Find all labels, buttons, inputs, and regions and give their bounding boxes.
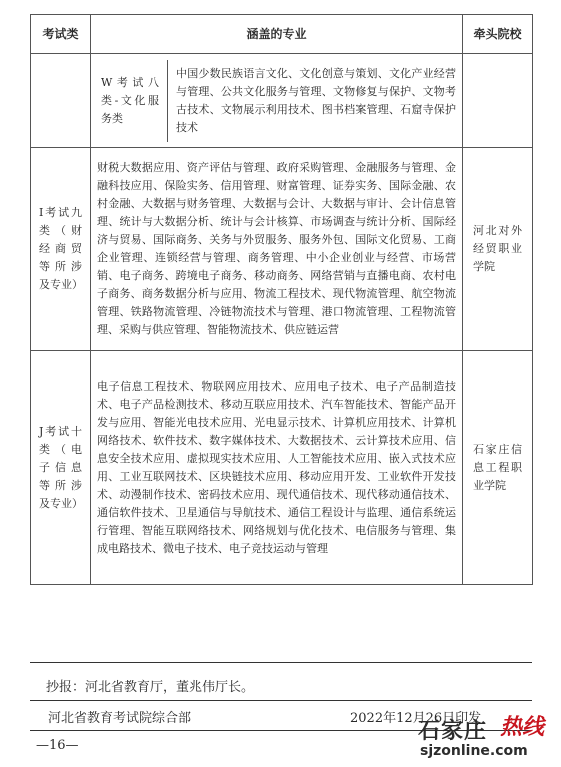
subjects-i: 财税大数据应用、资产评估与管理、政府采购管理、金融服务与管理、金融科技应用、保险实务、信用管理、财富管理、证券实务、国际金融、农村金融、大数据与财务管理、大数据与会计、大数据与审计、会计信息管理、统计与大数据分析、统计与会计核算、市场调查与统计分析、国际经济与贸易、国际商务、关务与外贸服务、服务外包、国际文化贸易、工商企业管理、连锁经营与管理、商务管理、中小企业创业与经营、市场营销、电子商务、跨境电子商务、移动商务、网络营销与直播电商、农村电子商务、商务数据分析与应用、物流工程技术、现代物流管理、航空物流管理、铁路物流管理、冷链物流技术与管理、港口物流管理、工程物流管理、采购与供应管理、智能物流技术、供应链运营: [91, 148, 463, 351]
footer-divider-top: [30, 662, 532, 663]
cc-line: 抄报：河北省教育厅，董兆伟厅长。: [46, 680, 255, 695]
school-j: 石家庄信息工程职业学院: [463, 351, 533, 585]
majors-table: [30, 14, 533, 585]
issuer-name: 河北省教育考试院综合部: [48, 711, 192, 726]
school-i: 河北对外经贸职业学院: [463, 148, 533, 351]
school-w: [463, 54, 533, 148]
watermark-site-name: 石家庄: [418, 719, 488, 744]
category-i: I考试九类（财经商贸等所涉及专业）: [31, 148, 91, 351]
watermark-logo: [418, 714, 561, 767]
subjects-j: 电子信息工程技术、物联网应用技术、应用电子技术、电子产品制造技术、电子产品检测技术、移动互联应用技术、汽车智能技术、智能产品开发与应用、智能光电技术应用、光电显示技术、计算机应用技术、计算机网络技术、软件技术、数字媒体技术、大数据技术、云计算技术应用、信息安全技术应用、虚拟现实技术应用、人工智能技术应用、嵌入式技术应用、工业互联网技术、区块链技术应用、移动应用开发、工业软件开发技术、动漫制作技术、密码技术应用、现代通信技术、现代移动通信技术、通信软件技术、卫星通信与导航技术、通信工程设计与监理、通信系统运行管理、智能互联网络技术、网络规划与优化技术、电信服务与管理、集成电路技术、微电子技术、电子竞技运动与管理: [91, 351, 463, 585]
footer-divider-middle: [30, 700, 532, 701]
table-row: [31, 351, 533, 585]
table-row: [31, 148, 533, 351]
issue-date: 2022年12月26日印发: [350, 711, 482, 726]
row-culture-cell: [91, 54, 463, 148]
category-w: W考试八类-文化服务类: [101, 60, 168, 142]
table-row: [31, 54, 533, 148]
subjects-w: 中国少数民族语言文化、文化创意与策划、文化产业经营与管理、公共文化服务与管理、文物修复与保护、文物考古技术、文物展示利用技术、图书档案管理、石窟寺保护技术: [176, 66, 456, 134]
watermark-url: sjzonline.com: [420, 743, 528, 759]
header-subjects: 涵盖的专业: [91, 15, 463, 54]
page-number: —16—: [36, 738, 79, 753]
category-j: J考试十类（电子信息等所涉及专业）: [31, 351, 91, 585]
header-school: 牵头院校: [463, 15, 533, 54]
header-category: 考试类: [31, 15, 91, 54]
watermark-highlight: 热线: [500, 714, 545, 740]
blank-cell: [31, 54, 91, 148]
table-header-row: [31, 15, 533, 54]
